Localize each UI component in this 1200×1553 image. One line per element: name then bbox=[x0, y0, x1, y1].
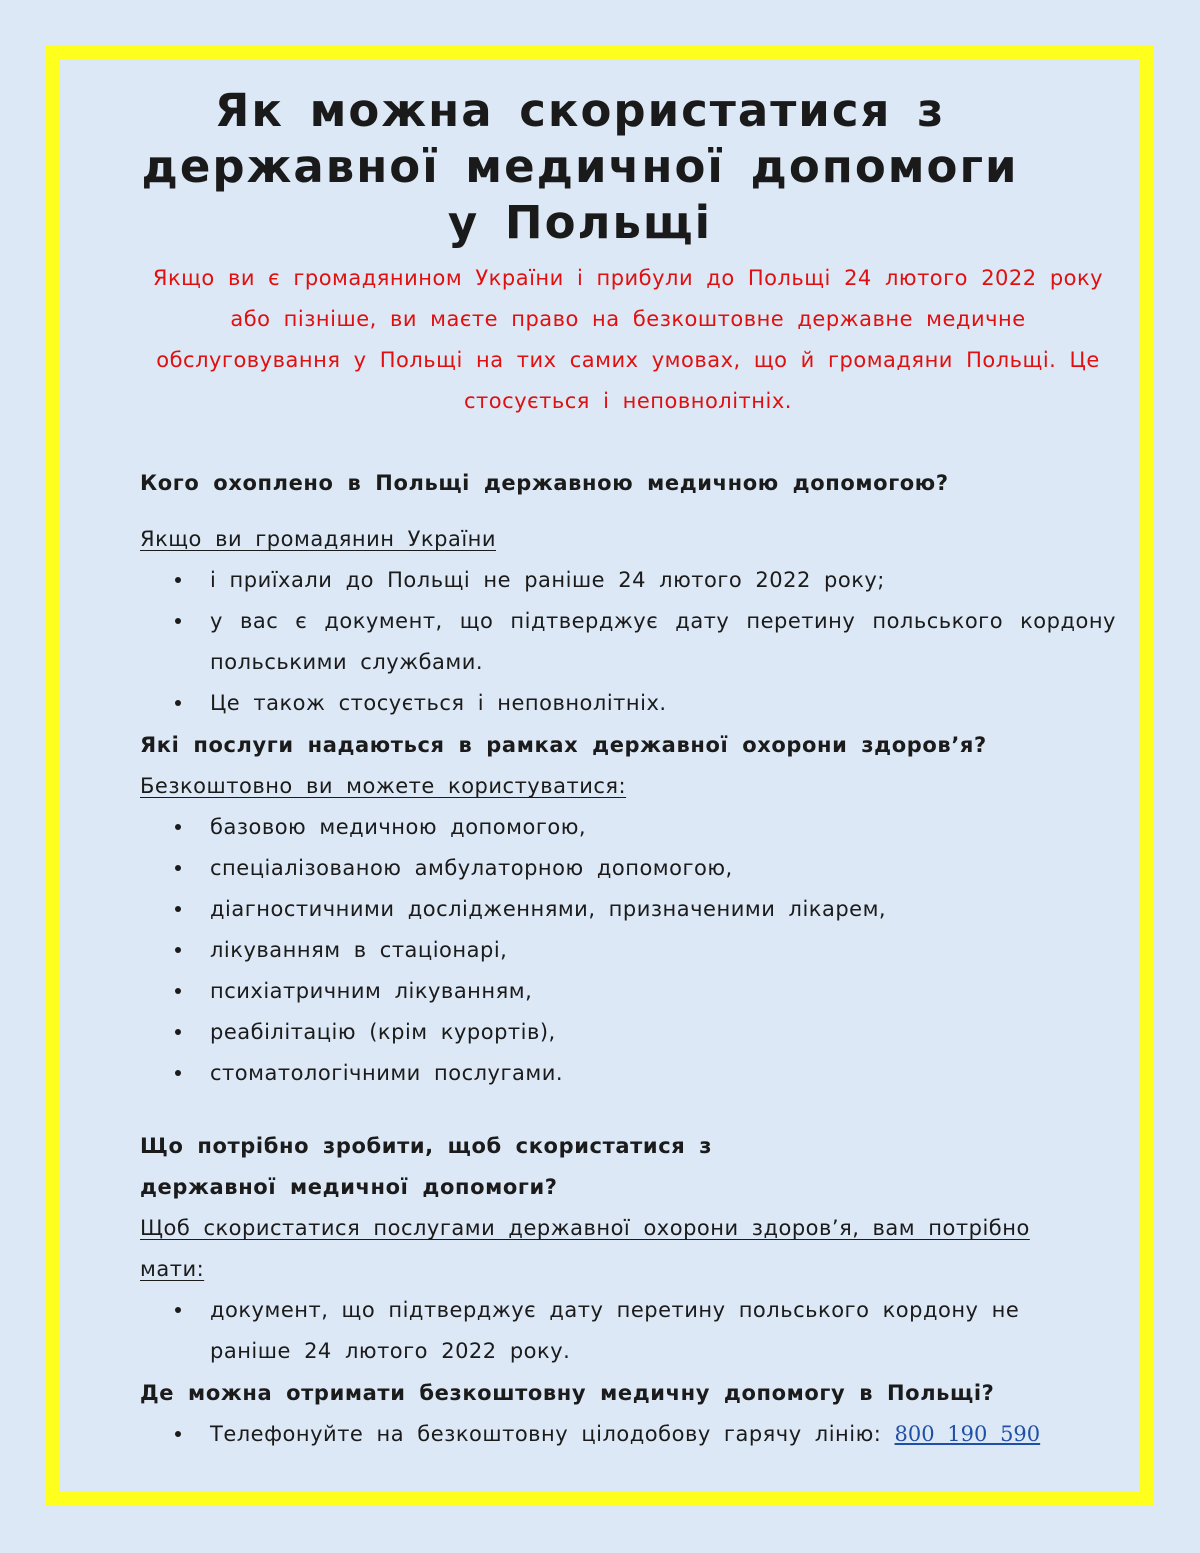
section-coverage-subheading: Якщо ви громадянин України bbox=[140, 527, 497, 551]
list-item: діагностичними дослідженнями, призначеними лікарем, bbox=[140, 889, 1116, 930]
section-where bbox=[140, 1373, 1116, 1455]
list-item: і приїхали до Польщі не раніше 24 лютого 2022 року; bbox=[140, 560, 1116, 601]
intro-notice: Якщо ви є громадянином України і прибули до Польщі 24 лютого 2022 року або пізніше, ви маєте право на безкоштовне державне медичне обслуговування у Польщі на тих самих умовах, що й громадяни Польщі. Це стосується і неповнолітніх. bbox=[152, 266, 1104, 413]
page-title: Як можна скористатися з державної медичної допомоги у Польщі bbox=[141, 84, 1019, 249]
list-item: документ, що підтверджує дату перетину польського кордону не раніше 24 лютого 2022 року. bbox=[140, 1290, 1072, 1372]
section-requirements-heading-line2: державної медичної допомоги? bbox=[140, 1175, 558, 1199]
section-coverage-heading: Кого охоплено в Польщі державною медичною допомогою? bbox=[140, 471, 949, 495]
section-coverage-body bbox=[140, 519, 1116, 724]
list-item: психіатричним лікуванням, bbox=[140, 971, 1116, 1012]
section-coverage bbox=[140, 463, 1116, 504]
list-item: у вас є документ, що підтверджує дату перетину польського кордону польськими службами. bbox=[140, 601, 1116, 683]
list-item bbox=[140, 1414, 1116, 1455]
section-services-subheading: Безкоштовно ви можете користуватися: bbox=[140, 774, 627, 798]
section-requirements-heading-line1: Що потрібно зробити, щоб скористатися з bbox=[140, 1134, 713, 1158]
section-services bbox=[140, 725, 1116, 1094]
list-item: лікуванням в стаціонарі, bbox=[140, 930, 1116, 971]
coverage-list bbox=[140, 560, 1116, 724]
section-requirements bbox=[140, 1126, 1116, 1372]
section-services-heading: Які послуги надаються в рамках державної охорони здоров’я? bbox=[140, 733, 987, 757]
hotline-text: Телефонуйте на безкоштовну цілодобову гарячу лінію: bbox=[210, 1422, 895, 1446]
requirements-list bbox=[140, 1290, 1116, 1372]
where-list bbox=[140, 1414, 1116, 1455]
list-item: Це також стосується і неповнолітніх. bbox=[140, 683, 1116, 724]
section-requirements-subheading: Щоб скористатися послугами державної охорони здоров’я, вам потрібно мати: bbox=[140, 1216, 1030, 1281]
list-item: спеціалізованою амбулаторною допомогою, bbox=[140, 848, 1116, 889]
list-item: стоматологічними послугами. bbox=[140, 1053, 1116, 1094]
list-item: базовою медичною допомогою, bbox=[140, 807, 1116, 848]
services-list bbox=[140, 807, 1116, 1094]
list-item: реабілітацію (крім курортів), bbox=[140, 1012, 1116, 1053]
section-where-heading: Де можна отримати безкоштовну медичну допомогу в Польщі? bbox=[140, 1381, 995, 1405]
hotline-phone-link[interactable]: 800 190 590 bbox=[894, 1422, 1041, 1446]
